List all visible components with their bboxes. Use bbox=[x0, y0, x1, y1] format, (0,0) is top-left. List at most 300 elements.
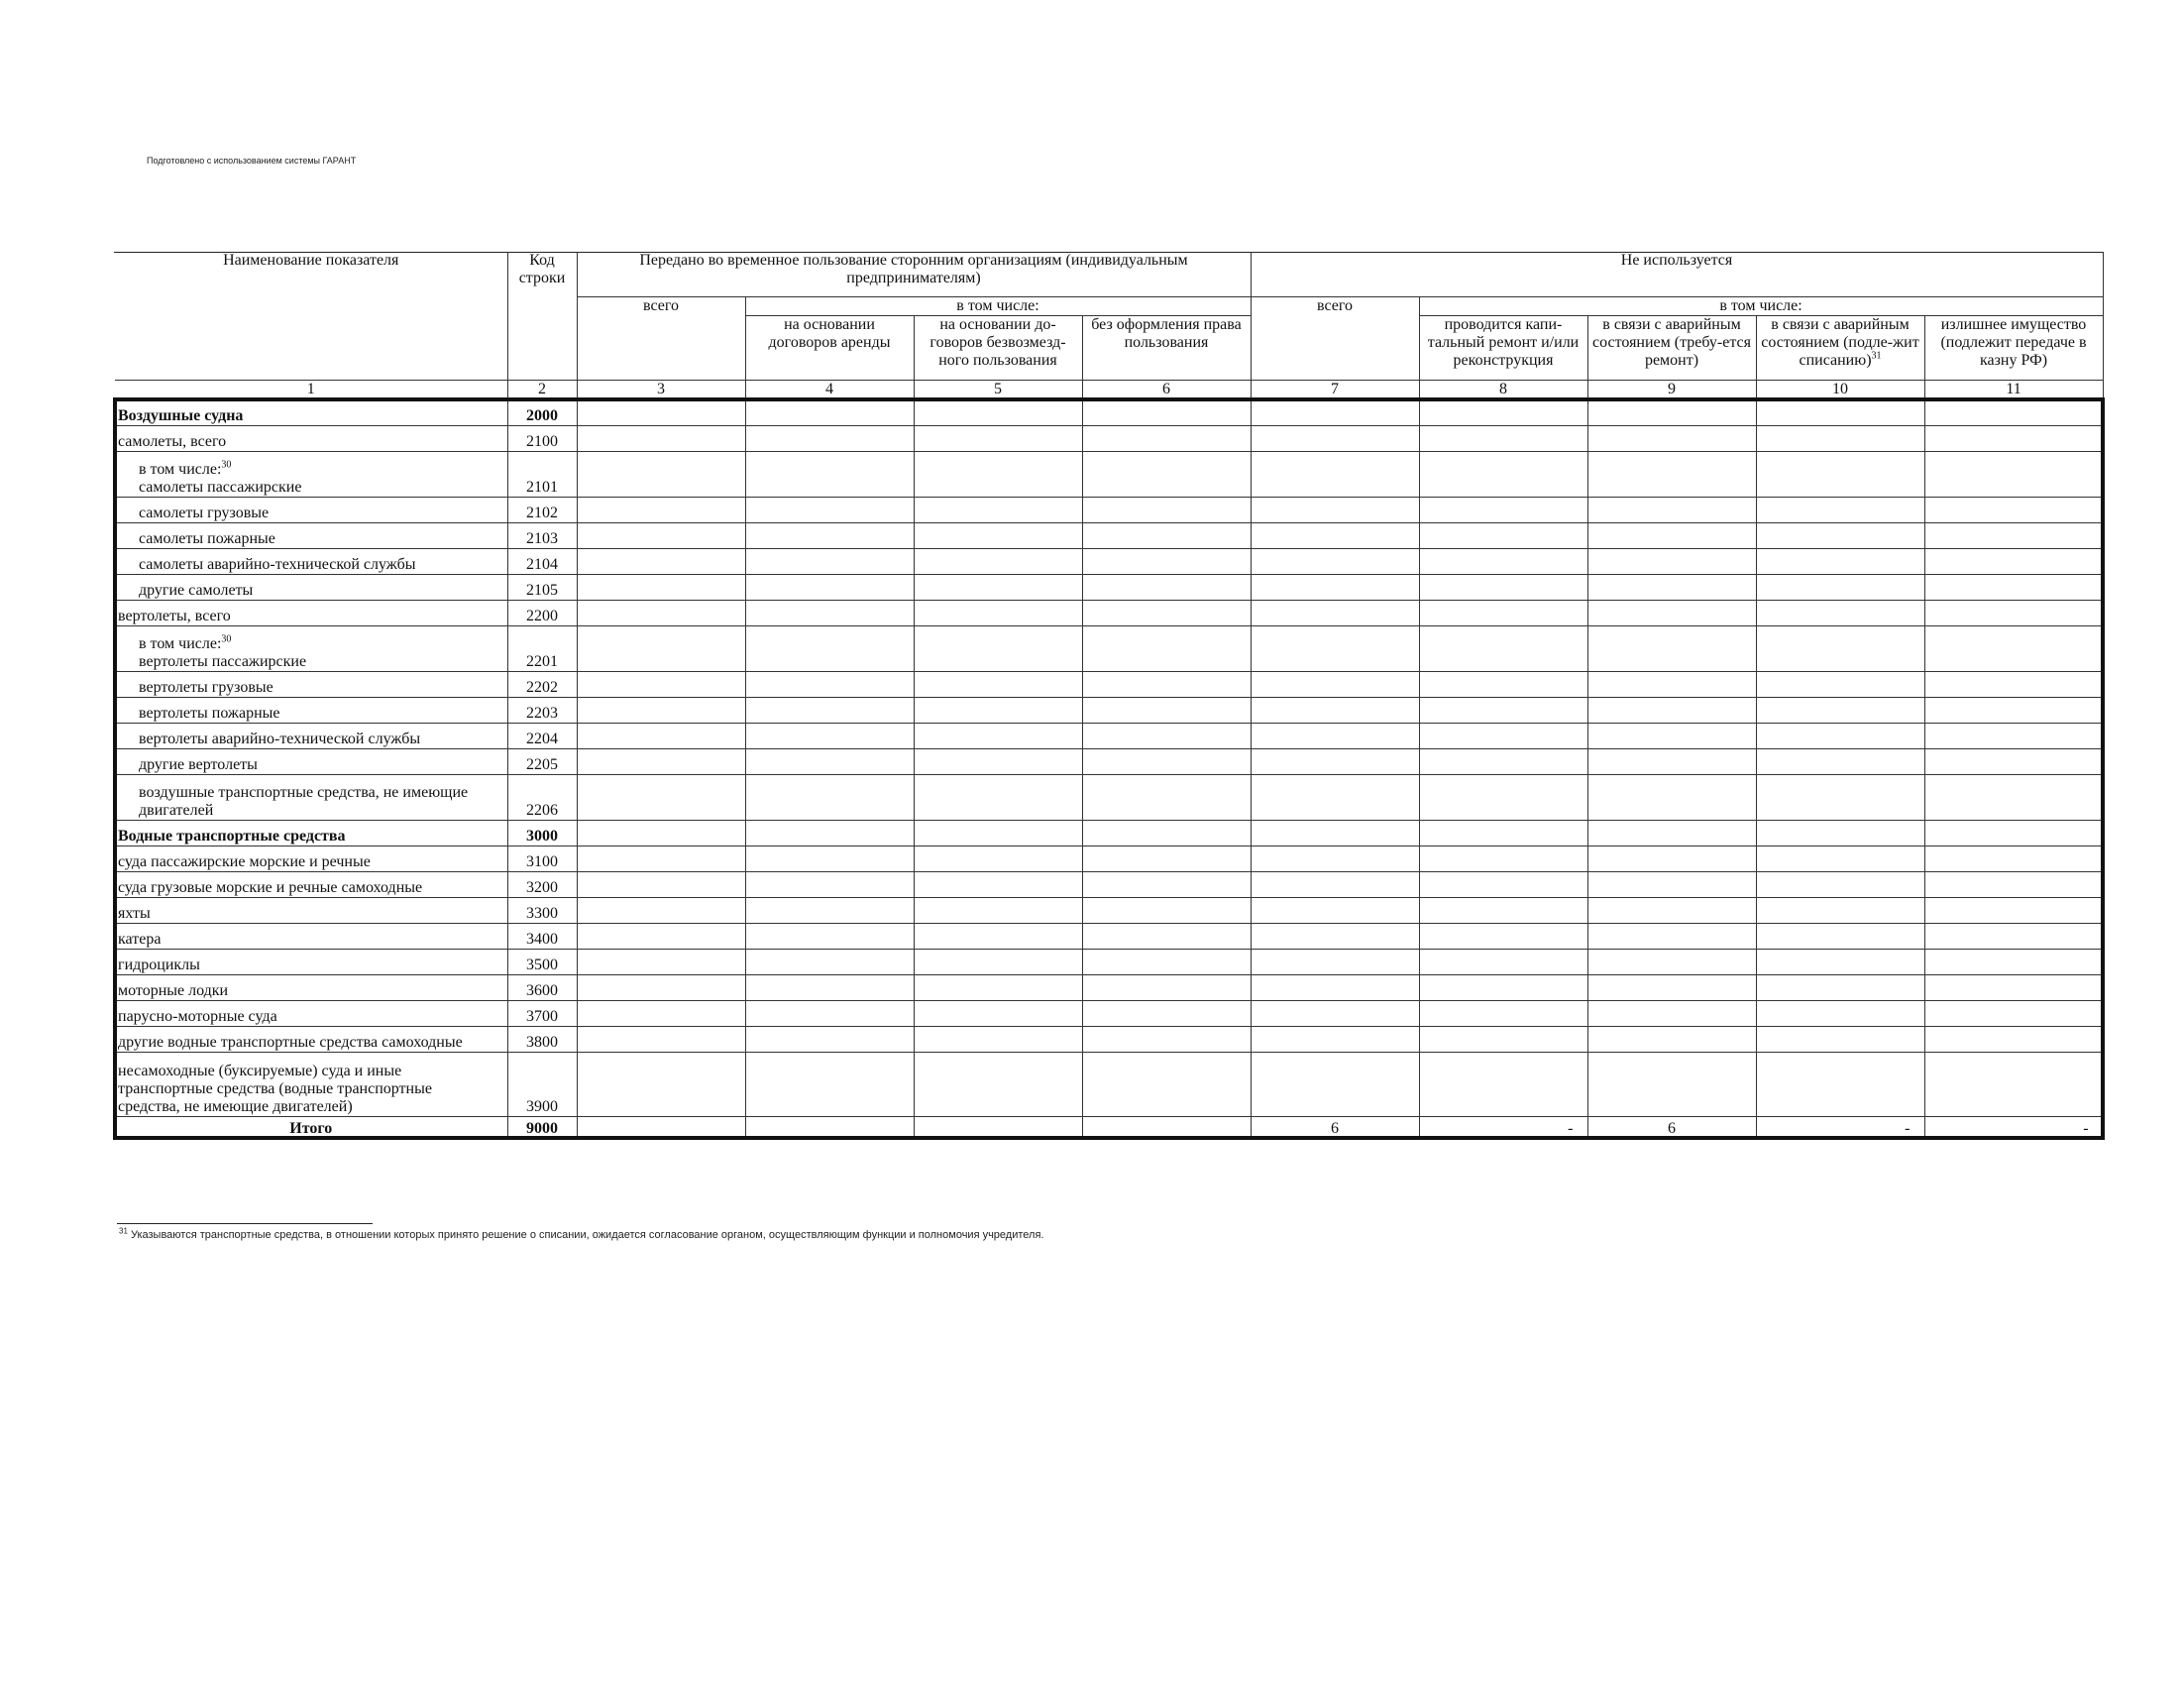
row-code: 3700 bbox=[507, 1000, 577, 1026]
cell-col-6 bbox=[1082, 723, 1251, 748]
cell-col-9 bbox=[1587, 1052, 1756, 1116]
cell-col-3 bbox=[577, 671, 745, 697]
row-label bbox=[115, 820, 507, 846]
row-label-text: моторные лодки bbox=[118, 981, 229, 999]
row-label bbox=[115, 923, 507, 949]
cell-col-10 bbox=[1756, 425, 1924, 451]
cell-col-4 bbox=[745, 871, 914, 897]
footnote-rule bbox=[117, 1223, 373, 1224]
cell-col-7 bbox=[1251, 451, 1419, 497]
table-row bbox=[115, 574, 2103, 600]
row-code: 3300 bbox=[507, 897, 577, 923]
cell-col-5 bbox=[914, 425, 1082, 451]
row-label bbox=[115, 897, 507, 923]
table-row bbox=[115, 600, 2103, 625]
row-code: 2201 bbox=[507, 625, 577, 671]
row-code: 2205 bbox=[507, 748, 577, 774]
cell-col-8 bbox=[1419, 974, 1587, 1000]
row-code: 2102 bbox=[507, 497, 577, 522]
cell-col-9 bbox=[1587, 923, 1756, 949]
cell-col-11 bbox=[1924, 548, 2103, 574]
row-code: 2100 bbox=[507, 425, 577, 451]
cell-col-7 bbox=[1251, 399, 1419, 425]
cell-col-11 bbox=[1924, 1052, 2103, 1116]
cell-col-5 bbox=[914, 574, 1082, 600]
row-code: 2104 bbox=[507, 548, 577, 574]
table-row bbox=[115, 846, 2103, 871]
row-label-text: вертолеты пожарные bbox=[139, 704, 280, 722]
row-label-prefix-text: в том числе: bbox=[139, 634, 222, 652]
cell-col-6 bbox=[1082, 923, 1251, 949]
cell-col-3 bbox=[577, 974, 745, 1000]
cell-col-11 bbox=[1924, 949, 2103, 974]
row-label bbox=[115, 574, 507, 600]
cell-col-7 bbox=[1251, 949, 1419, 974]
cell-col-9 bbox=[1587, 697, 1756, 723]
cell-col-4 bbox=[745, 697, 914, 723]
cell-col-4 bbox=[745, 820, 914, 846]
cell-col-11 bbox=[1924, 522, 2103, 548]
cell-col-11 bbox=[1924, 425, 2103, 451]
cell-col-6 bbox=[1082, 774, 1251, 820]
cell-col-6 bbox=[1082, 451, 1251, 497]
cell-col-6 bbox=[1082, 600, 1251, 625]
cell-col-5 bbox=[914, 399, 1082, 425]
row-code: 3900 bbox=[507, 1052, 577, 1116]
row-code: 2103 bbox=[507, 522, 577, 548]
cell-col-10 bbox=[1756, 625, 1924, 671]
cell-col-10 bbox=[1756, 522, 1924, 548]
cell-col-11 bbox=[1924, 897, 2103, 923]
cell-col-7 bbox=[1251, 1052, 1419, 1116]
cell-col-8 bbox=[1419, 871, 1587, 897]
cell-col-7 bbox=[1251, 1026, 1419, 1052]
cell-col-6 bbox=[1082, 949, 1251, 974]
col-header-free-use: на основании до-говоров безвозмезд-ного пользования bbox=[914, 315, 1082, 380]
cell-col-10 bbox=[1756, 897, 1924, 923]
cell-col-10 bbox=[1756, 697, 1924, 723]
row-label bbox=[115, 1000, 507, 1026]
cell-col-9 bbox=[1587, 974, 1756, 1000]
row-code: 2105 bbox=[507, 574, 577, 600]
cell-col-11 bbox=[1924, 671, 2103, 697]
col-header-unused-including: в том числе: bbox=[1419, 296, 2103, 315]
table-row bbox=[115, 522, 2103, 548]
cell-col-6 bbox=[1082, 1052, 1251, 1116]
row-label bbox=[115, 748, 507, 774]
cell-col-5 bbox=[914, 671, 1082, 697]
row-label-text: другие водные транспортные средства самоходные bbox=[118, 1033, 463, 1051]
cell-col-11 bbox=[1924, 625, 2103, 671]
cell-col-11 bbox=[1924, 1000, 2103, 1026]
header-note: Подготовлено с использованием системы ГАРАНТ bbox=[147, 156, 357, 166]
cell-col-9 bbox=[1587, 871, 1756, 897]
cell-col-5 bbox=[914, 1026, 1082, 1052]
row-code: 2203 bbox=[507, 697, 577, 723]
cell-col-6 bbox=[1082, 974, 1251, 1000]
col-number-5: 5 bbox=[914, 380, 1082, 399]
row-label bbox=[115, 1026, 507, 1052]
cell-col-8 bbox=[1419, 600, 1587, 625]
cell-col-9 bbox=[1587, 774, 1756, 820]
cell-col-10 bbox=[1756, 399, 1924, 425]
table-row bbox=[115, 923, 2103, 949]
cell-col-4 bbox=[745, 497, 914, 522]
row-label-prefix bbox=[139, 784, 504, 802]
cell-col-3 bbox=[577, 820, 745, 846]
row-label-text: самолеты, всего bbox=[118, 432, 227, 450]
cell-col-4 bbox=[745, 600, 914, 625]
cell-col-6 bbox=[1082, 820, 1251, 846]
cell-col-6 bbox=[1082, 871, 1251, 897]
cell-col-10 bbox=[1756, 820, 1924, 846]
cell-col-10 bbox=[1756, 451, 1924, 497]
cell-col-5 bbox=[914, 846, 1082, 871]
cell-col-8 bbox=[1419, 451, 1587, 497]
row-code: 3400 bbox=[507, 923, 577, 949]
cell-col-9 bbox=[1587, 1026, 1756, 1052]
cell-col-3 bbox=[577, 923, 745, 949]
cell-col-8 bbox=[1419, 625, 1587, 671]
row-label bbox=[115, 846, 507, 871]
row-label-text: Водные транспортные средства bbox=[118, 827, 346, 845]
row-label bbox=[115, 949, 507, 974]
table-row bbox=[115, 497, 2103, 522]
cell-col-7 bbox=[1251, 774, 1419, 820]
table-row bbox=[115, 1026, 2103, 1052]
cell-col-8 bbox=[1419, 522, 1587, 548]
cell-col-10 bbox=[1756, 497, 1924, 522]
row-label bbox=[115, 974, 507, 1000]
col-header-writeoff-text: в связи с аварийным состоянием (подле-жит списанию) bbox=[1761, 315, 1919, 369]
cell-col-8 bbox=[1419, 574, 1587, 600]
cell-col-4 bbox=[745, 897, 914, 923]
cell-col-10 bbox=[1756, 846, 1924, 871]
cell-col-10 bbox=[1756, 974, 1924, 1000]
table-row bbox=[115, 1052, 2103, 1116]
cell-col-4 bbox=[745, 399, 914, 425]
col-header-transferred-total: всего bbox=[577, 296, 745, 380]
cell-col-11 bbox=[1924, 697, 2103, 723]
cell-col-8 bbox=[1419, 425, 1587, 451]
cell-col-7 bbox=[1251, 871, 1419, 897]
row-code: 3800 bbox=[507, 1026, 577, 1052]
cell-col-8 bbox=[1419, 723, 1587, 748]
row-code: 2200 bbox=[507, 600, 577, 625]
col-header-repair: проводится капи-тальный ремонт и/или реконструкция bbox=[1419, 315, 1587, 380]
cell-col-3 bbox=[577, 1000, 745, 1026]
row-code: 3600 bbox=[507, 974, 577, 1000]
cell-col-11 bbox=[1924, 399, 2103, 425]
cell-col-8 bbox=[1419, 846, 1587, 871]
row-label-prefix-2: транспортные средства (водные транспортные bbox=[118, 1079, 432, 1097]
cell-col-6 bbox=[1082, 497, 1251, 522]
cell-col-7 bbox=[1251, 974, 1419, 1000]
cell-col-9 bbox=[1587, 497, 1756, 522]
cell-col-4 bbox=[745, 974, 914, 1000]
cell-col-11 bbox=[1924, 846, 2103, 871]
col-number-8: 8 bbox=[1419, 380, 1587, 399]
cell-col-9 bbox=[1587, 625, 1756, 671]
row-label-text: гидроциклы bbox=[118, 956, 200, 973]
cell-col-4 bbox=[745, 723, 914, 748]
footnote bbox=[119, 1226, 1044, 1241]
row-label bbox=[115, 697, 507, 723]
footnote-ref-31: 31 bbox=[1871, 350, 1882, 362]
row-label-prefix bbox=[139, 635, 504, 653]
row-label-prefix bbox=[118, 1063, 504, 1080]
cell-col-9 bbox=[1587, 522, 1756, 548]
col-header-lease: на основании договоров аренды bbox=[745, 315, 914, 380]
cell-col-4 bbox=[745, 774, 914, 820]
row-label bbox=[115, 774, 507, 820]
col-number-10: 10 bbox=[1756, 380, 1924, 399]
cell-col-3 bbox=[577, 748, 745, 774]
cell-col-6 bbox=[1082, 671, 1251, 697]
cell-col-3 bbox=[577, 723, 745, 748]
cell-col-9 bbox=[1587, 671, 1756, 697]
table-row bbox=[115, 697, 2103, 723]
row-label-text: самолеты пассажирские bbox=[139, 478, 302, 496]
cell-col-10 bbox=[1756, 1026, 1924, 1052]
total-col-9: 6 bbox=[1587, 1116, 1756, 1138]
cell-col-4 bbox=[745, 923, 914, 949]
table-row bbox=[115, 774, 2103, 820]
table-row bbox=[115, 897, 2103, 923]
row-label-text: суда пассажирские морские и речные bbox=[118, 852, 371, 870]
table-row bbox=[115, 451, 2103, 497]
cell-col-5 bbox=[914, 697, 1082, 723]
cell-col-8 bbox=[1419, 1026, 1587, 1052]
row-label-text: суда грузовые морские и речные самоходные bbox=[118, 878, 423, 896]
cell-col-6 bbox=[1082, 1000, 1251, 1026]
row-label-text: средства, не имеющие двигателей) bbox=[118, 1097, 353, 1115]
table-row bbox=[115, 671, 2103, 697]
cell-col-5 bbox=[914, 497, 1082, 522]
cell-col-11 bbox=[1924, 723, 2103, 748]
cell-col-5 bbox=[914, 548, 1082, 574]
cell-col-3 bbox=[577, 949, 745, 974]
cell-col-11 bbox=[1924, 574, 2103, 600]
col-number-6: 6 bbox=[1082, 380, 1251, 399]
cell-col-7 bbox=[1251, 548, 1419, 574]
cell-col-3 bbox=[577, 697, 745, 723]
cell-col-7 bbox=[1251, 748, 1419, 774]
cell-col-9 bbox=[1587, 574, 1756, 600]
cell-col-9 bbox=[1587, 820, 1756, 846]
cell-col-7 bbox=[1251, 1000, 1419, 1026]
cell-col-10 bbox=[1756, 1052, 1924, 1116]
col-header-unused-total: всего bbox=[1251, 296, 1419, 380]
row-label-text: самолеты пожарные bbox=[139, 529, 275, 547]
cell-col-9 bbox=[1587, 723, 1756, 748]
cell-col-4 bbox=[745, 451, 914, 497]
report-table-wrap bbox=[115, 252, 2103, 1139]
cell-col-3 bbox=[577, 600, 745, 625]
cell-col-9 bbox=[1587, 600, 1756, 625]
cell-col-10 bbox=[1756, 1000, 1924, 1026]
cell-col-3 bbox=[577, 871, 745, 897]
row-label-text: двигателей bbox=[139, 801, 214, 819]
col-number-9: 9 bbox=[1587, 380, 1756, 399]
cell-col-8 bbox=[1419, 1000, 1587, 1026]
cell-col-7 bbox=[1251, 723, 1419, 748]
cell-col-4 bbox=[745, 548, 914, 574]
cell-col-6 bbox=[1082, 846, 1251, 871]
row-label-text: катера bbox=[118, 930, 162, 948]
cell-col-7 bbox=[1251, 923, 1419, 949]
cell-col-6 bbox=[1082, 574, 1251, 600]
cell-col-8 bbox=[1419, 497, 1587, 522]
cell-col-11 bbox=[1924, 1026, 2103, 1052]
cell-col-4 bbox=[745, 625, 914, 671]
row-label bbox=[115, 871, 507, 897]
col-number-11: 11 bbox=[1924, 380, 2103, 399]
cell-col-10 bbox=[1756, 671, 1924, 697]
cell-col-7 bbox=[1251, 625, 1419, 671]
table-row bbox=[115, 625, 2103, 671]
row-label bbox=[115, 671, 507, 697]
report-table bbox=[115, 252, 2104, 1139]
row-label bbox=[115, 600, 507, 625]
cell-col-11 bbox=[1924, 820, 2103, 846]
cell-col-3 bbox=[577, 451, 745, 497]
cell-col-4 bbox=[745, 574, 914, 600]
row-label-text: вертолеты грузовые bbox=[139, 678, 273, 696]
cell-col-3 bbox=[577, 522, 745, 548]
cell-col-10 bbox=[1756, 723, 1924, 748]
col-header-name: Наименование показателя bbox=[115, 252, 507, 380]
cell-col-10 bbox=[1756, 600, 1924, 625]
cell-col-11 bbox=[1924, 600, 2103, 625]
col-number-1: 1 bbox=[115, 380, 507, 399]
cell-col-7 bbox=[1251, 671, 1419, 697]
row-label-text: другие вертолеты bbox=[139, 755, 258, 773]
row-code: 3200 bbox=[507, 871, 577, 897]
cell-col-7 bbox=[1251, 820, 1419, 846]
cell-col-11 bbox=[1924, 748, 2103, 774]
row-label bbox=[115, 399, 507, 425]
total-code: 9000 bbox=[507, 1116, 577, 1138]
cell-col-10 bbox=[1756, 949, 1924, 974]
cell-col-11 bbox=[1924, 923, 2103, 949]
row-code: 2101 bbox=[507, 451, 577, 497]
total-label: Итого bbox=[115, 1116, 507, 1138]
row-label-text: вертолеты пассажирские bbox=[139, 652, 307, 670]
cell-col-8 bbox=[1419, 748, 1587, 774]
row-label-text: Воздушные судна bbox=[118, 406, 244, 424]
row-label bbox=[115, 497, 507, 522]
col-header-surplus: излишнее имущество (подлежит передаче в казну РФ) bbox=[1924, 315, 2103, 380]
cell-col-6 bbox=[1082, 1026, 1251, 1052]
cell-col-10 bbox=[1756, 871, 1924, 897]
cell-col-4 bbox=[745, 1026, 914, 1052]
row-code: 2000 bbox=[507, 399, 577, 425]
col-number-2: 2 bbox=[507, 380, 577, 399]
cell-col-5 bbox=[914, 871, 1082, 897]
cell-col-7 bbox=[1251, 846, 1419, 871]
cell-col-5 bbox=[914, 451, 1082, 497]
footnote-ref-30: 30 bbox=[221, 633, 232, 645]
cell-col-11 bbox=[1924, 774, 2103, 820]
total-col-7: 6 bbox=[1251, 1116, 1419, 1138]
cell-col-7 bbox=[1251, 600, 1419, 625]
cell-col-4 bbox=[745, 1052, 914, 1116]
cell-col-3 bbox=[577, 1026, 745, 1052]
row-code: 3500 bbox=[507, 949, 577, 974]
row-label bbox=[115, 522, 507, 548]
cell-col-10 bbox=[1756, 748, 1924, 774]
row-label-prefix-text: несамоходные (буксируемые) суда и иные bbox=[118, 1062, 402, 1079]
cell-col-5 bbox=[914, 1052, 1082, 1116]
table-row bbox=[115, 748, 2103, 774]
table-row bbox=[115, 548, 2103, 574]
row-label-text: самолеты аварийно-технической службы bbox=[139, 555, 416, 573]
cell-col-3 bbox=[577, 897, 745, 923]
cell-col-5 bbox=[914, 1116, 1082, 1138]
cell-col-3 bbox=[577, 574, 745, 600]
total-row bbox=[115, 1116, 2103, 1138]
cell-col-8 bbox=[1419, 697, 1587, 723]
cell-col-5 bbox=[914, 748, 1082, 774]
cell-col-3 bbox=[577, 497, 745, 522]
cell-col-8 bbox=[1419, 671, 1587, 697]
row-label bbox=[115, 451, 507, 497]
row-label-text: парусно-моторные суда bbox=[118, 1007, 277, 1025]
cell-col-3 bbox=[577, 625, 745, 671]
cell-col-3 bbox=[577, 1116, 745, 1138]
cell-col-5 bbox=[914, 820, 1082, 846]
cell-col-8 bbox=[1419, 897, 1587, 923]
cell-col-10 bbox=[1756, 574, 1924, 600]
row-label bbox=[115, 548, 507, 574]
cell-col-5 bbox=[914, 600, 1082, 625]
cell-col-11 bbox=[1924, 497, 2103, 522]
cell-col-3 bbox=[577, 399, 745, 425]
cell-col-5 bbox=[914, 897, 1082, 923]
row-code: 2206 bbox=[507, 774, 577, 820]
cell-col-5 bbox=[914, 625, 1082, 671]
cell-col-4 bbox=[745, 425, 914, 451]
table-row bbox=[115, 949, 2103, 974]
col-header-unused: Не используется bbox=[1251, 252, 2103, 296]
cell-col-10 bbox=[1756, 774, 1924, 820]
row-label-text: вертолеты, всего bbox=[118, 607, 231, 624]
footnote-number: 31 bbox=[119, 1226, 128, 1236]
cell-col-3 bbox=[577, 425, 745, 451]
cell-col-6 bbox=[1082, 697, 1251, 723]
col-number-4: 4 bbox=[745, 380, 914, 399]
table-row bbox=[115, 1000, 2103, 1026]
cell-col-6 bbox=[1082, 548, 1251, 574]
cell-col-4 bbox=[745, 949, 914, 974]
cell-col-9 bbox=[1587, 451, 1756, 497]
col-number-3: 3 bbox=[577, 380, 745, 399]
cell-col-4 bbox=[745, 748, 914, 774]
row-label-text: яхты bbox=[118, 904, 151, 922]
cell-col-5 bbox=[914, 522, 1082, 548]
cell-col-3 bbox=[577, 1052, 745, 1116]
cell-col-5 bbox=[914, 774, 1082, 820]
row-label-text: вертолеты аварийно-технической службы bbox=[139, 730, 421, 747]
cell-col-6 bbox=[1082, 625, 1251, 671]
total-col-11: - bbox=[1924, 1116, 2103, 1138]
col-header-code: Код строки bbox=[507, 252, 577, 380]
cell-col-8 bbox=[1419, 548, 1587, 574]
cell-col-7 bbox=[1251, 522, 1419, 548]
cell-col-8 bbox=[1419, 949, 1587, 974]
cell-col-5 bbox=[914, 974, 1082, 1000]
